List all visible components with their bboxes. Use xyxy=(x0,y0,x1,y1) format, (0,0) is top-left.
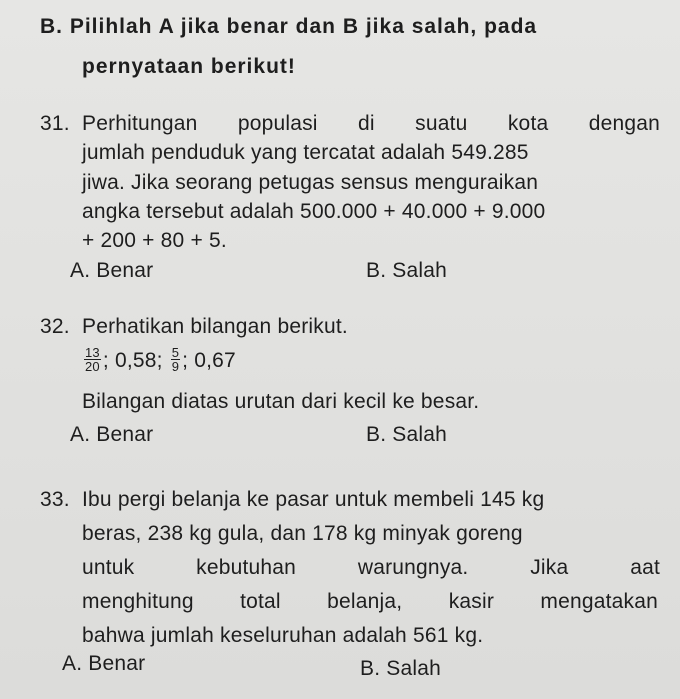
q33-line-4: menghitung total belanja, kasir mengatakan xyxy=(82,590,658,613)
q31-option-b[interactable]: B. Salah xyxy=(366,259,447,282)
q33-number: 33. xyxy=(40,488,70,511)
q33-line-5: bahwa jumlah keseluruhan adalah 561 kg. xyxy=(82,624,484,647)
q32-line-3: Bilangan diatas urutan dari kecil ke besar. xyxy=(82,390,480,413)
q31-line-1: Perhitungan populasi di suatu kota dengan xyxy=(82,112,660,135)
q31-line-3: jiwa. Jika seorang petugas sensus menguraikan xyxy=(82,171,539,194)
q32-option-b[interactable]: B. Salah xyxy=(366,423,447,446)
q32-fraction-2: $\frac{5}{9}$ xyxy=(171,344,180,374)
q31-number: 31. xyxy=(40,112,70,135)
q32-fraction-1: $\frac{13}{20}$ xyxy=(85,344,100,374)
q32-option-a[interactable]: A. Benar xyxy=(70,423,154,446)
q33-line-2: beras, 238 kg gula, dan 178 kg minyak goreng xyxy=(82,522,523,545)
section-heading-cont: pernyataan berikut! xyxy=(82,55,296,78)
q33-option-a[interactable]: A. Benar xyxy=(62,652,146,675)
q32-number: 32. xyxy=(40,315,70,338)
q32-number-list: $\frac{13}{20}$ ; 0,58; $\frac{5}{9}$ ; 0,67 xyxy=(85,344,236,374)
section-heading: B. Pilihlah A jika benar dan B jika salah, pada xyxy=(40,15,538,38)
q32-line-1: Perhatikan bilangan berikut. xyxy=(82,315,348,338)
q31-line-4: angka tersebut adalah 500.000 + 40.000 + 9.000 xyxy=(82,200,546,223)
q31-line-2: jumlah penduduk yang tercatat adalah 549.285 xyxy=(82,141,529,164)
q33-line-3: untuk kebutuhan warungnya. Jika aat xyxy=(82,556,660,579)
q31-option-a[interactable]: A. Benar xyxy=(70,259,154,282)
q33-option-b[interactable]: B. Salah xyxy=(360,657,441,680)
q31-line-5: + 200 + 80 + 5. xyxy=(82,229,227,252)
q33-line-1: Ibu pergi belanja ke pasar untuk membeli 145 kg xyxy=(82,488,545,511)
